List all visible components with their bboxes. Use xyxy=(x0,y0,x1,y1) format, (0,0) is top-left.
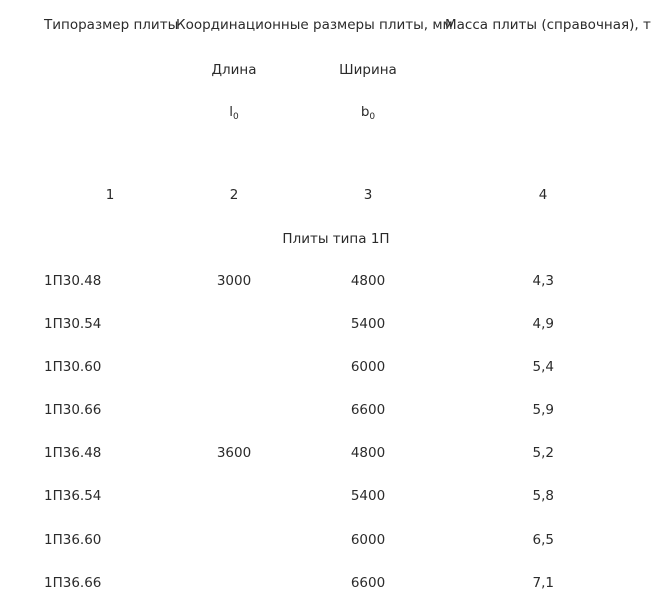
cell-width: 6000 xyxy=(350,359,386,375)
cell-width: 4800 xyxy=(350,273,386,289)
cell-width: 4800 xyxy=(350,445,386,461)
cell-type: 1П36.66 xyxy=(44,575,102,591)
cell-width: 5400 xyxy=(350,316,386,332)
section-title: Плиты типа 1П xyxy=(282,231,390,247)
cell-type: 1П30.48 xyxy=(44,273,102,289)
length-symbol: $l_0$ xyxy=(229,104,239,122)
cell-type: 1П30.54 xyxy=(44,316,102,332)
cell-type: 1П36.60 xyxy=(44,532,102,548)
width-symbol: $b_0$ xyxy=(360,104,376,122)
cell-mass: 5,2 xyxy=(532,445,554,461)
cell-type: 1П30.60 xyxy=(44,359,102,375)
column-number: 1 xyxy=(105,187,115,203)
cell-width: 5400 xyxy=(350,488,386,504)
cell-length: 3600 xyxy=(216,445,252,461)
column-number: 3 xyxy=(363,187,373,203)
header-length: Длина xyxy=(211,62,257,78)
column-number: 2 xyxy=(229,187,239,203)
cell-type: 1П30.66 xyxy=(44,402,102,418)
cell-mass: 6,5 xyxy=(532,532,554,548)
cell-mass: 4,3 xyxy=(532,273,554,289)
cell-mass: 7,1 xyxy=(532,575,554,591)
cell-width: 6600 xyxy=(350,402,386,418)
column-number: 4 xyxy=(538,187,548,203)
cell-width: 6000 xyxy=(350,532,386,548)
header-mass: Масса плиты (справочная), т xyxy=(445,17,651,33)
cell-mass: 5,8 xyxy=(532,488,554,504)
header-width: Ширина xyxy=(339,62,397,78)
header-coordinate-sizes: Координационные размеры плиты, мм xyxy=(176,17,453,33)
cell-length: 3000 xyxy=(216,273,252,289)
cell-mass: 5,4 xyxy=(532,359,554,375)
header-type: Типоразмер плиты xyxy=(44,17,179,33)
cell-type: 1П36.48 xyxy=(44,445,102,461)
cell-mass: 5,9 xyxy=(532,402,554,418)
cell-width: 6600 xyxy=(350,575,386,591)
cell-type: 1П36.54 xyxy=(44,488,102,504)
cell-mass: 4,9 xyxy=(532,316,554,332)
